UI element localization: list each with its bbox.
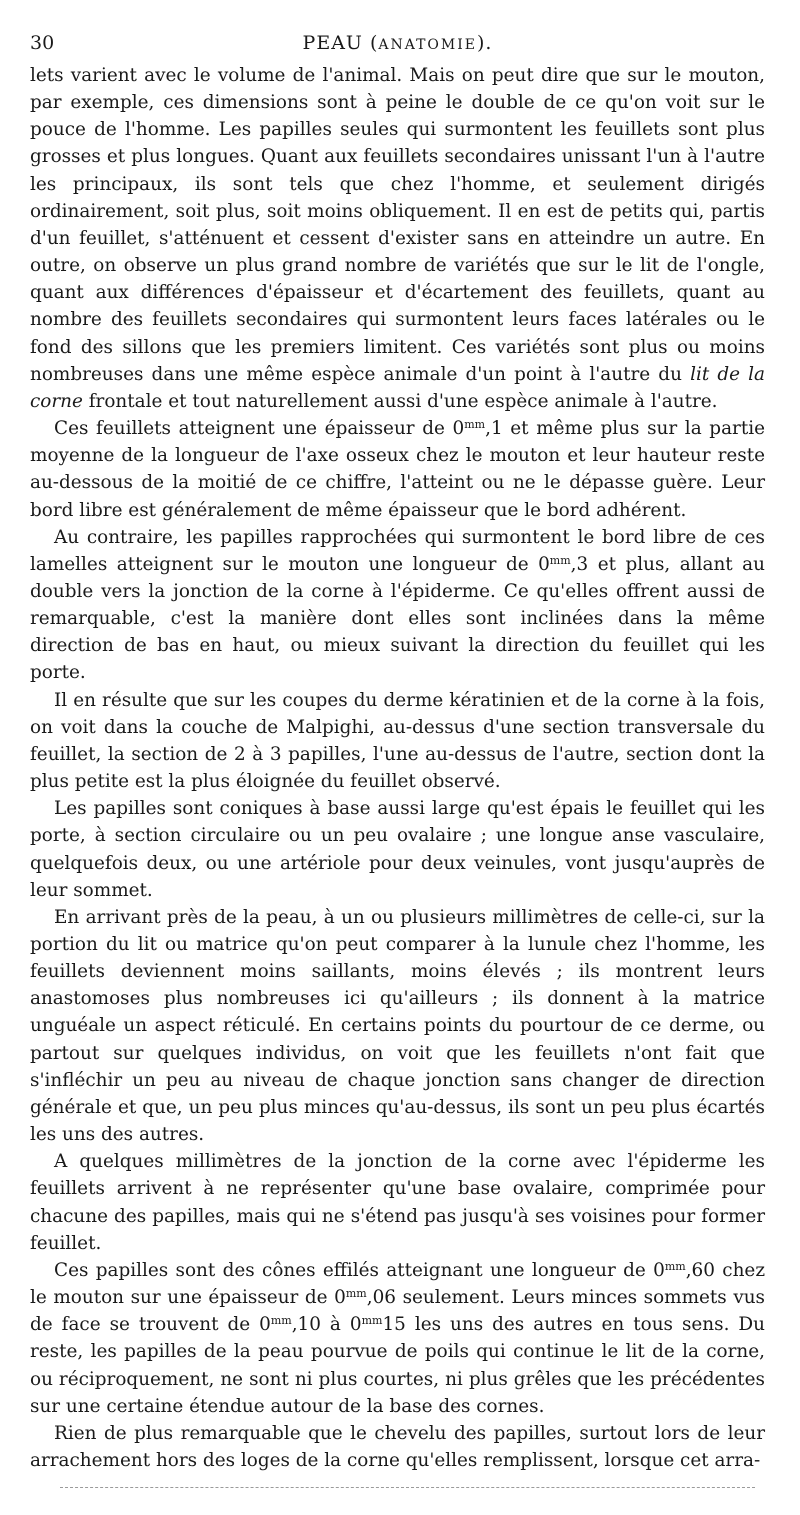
paragraph bbox=[30, 62, 765, 415]
text-run: frontale et tout naturellement aussi d'une espèce animale à l'autre. bbox=[82, 390, 718, 412]
paragraph bbox=[30, 524, 765, 687]
paragraph bbox=[30, 687, 765, 796]
unit-superscript: mm bbox=[345, 1287, 367, 1301]
text-run: 15 les uns des autres en tous sens. Du reste, les papilles de la peau pourvue de poils qui continue le lit de la corne, ou réciproquement, ne sont ni plus courtes, ni plus grêles que les précédentes sur une certaine étendue autour de la base des cornes. bbox=[30, 1314, 765, 1417]
running-title-subtitle: ANATOMIE bbox=[378, 37, 477, 53]
text-run: ,1 et même plus sur la partie moyenne de la longueur de l'axe osseux chez le mouton et leur hauteur reste au-dessous de la moitié de ce chiffre, l'atteint ou ne le dépasse guère. Leur bord libre est généralement de même épaisseur que le bord adhérent. bbox=[30, 418, 765, 521]
unit-superscript: mm bbox=[549, 553, 571, 567]
paragraph bbox=[30, 904, 765, 1148]
footer-dashed-rule bbox=[60, 1487, 755, 1488]
running-title-main: PEAU bbox=[302, 32, 363, 54]
text-run: ,06 seulement. Leurs minces sommets vus de face se trouvent de 0 bbox=[30, 1287, 765, 1336]
text-run: lets varient avec le volume de l'animal. Mais on peut dire que sur le mouton, par exemple, ces dimensions sont à peine le double de ce qu'on voit sur le pouce de l'homme. Les papilles seules qui surmontent les feuillets sont plus grosses et plus longues. Quant aux feuillets secondaires unissant l'un à l'autre les principaux, ils sont tels que chez l'homme, et seulement dirigés ordinairement, soit plus, soit moins obliquement. Il en est de petits qui, partis d'un feuillet, s'atténuent et cessent d'exister sans en atteindre un autre. En outre, on observe un plus grand nombre de variétés que sur le lit de l'ongle, quant aux différences d'épaisseur et d'écartement des feuillets, quant au nombre des feuillets secondaires qui surmontent leurs faces latérales ou le fond des sillons que les premiers limitent. Ces variétés sont plus ou moins nombreuses dans une même espèce animale d'un point à l'autre du bbox=[30, 65, 765, 385]
body-text bbox=[30, 62, 765, 1474]
text-run: Il en résulte que sur les coupes du derme kératinien et de la corne à la fois, on voit dans la couche de Malpighi, au-dessus d'une section transversale du feuillet, la section de 2 à 3 papilles, l'une au-dessus de l'autre, section dont la plus petite est la plus éloignée du feuillet observé. bbox=[30, 689, 765, 793]
text-run: ,10 à 0 bbox=[291, 1314, 362, 1336]
text-run: A quelques millimètres de la jonction de la corne avec l'épiderme les feuillets arrivent à ne représenter qu'une base ovalaire, comprimée pour chacune des papilles, mais qui ne s'étend pas jusqu'à ses voisines pour former feuillet. bbox=[30, 1151, 765, 1254]
text-run: Au contraire, les papilles rapprochées qui surmontent le bord libre de ces lamelles atteignent sur le mouton une longueur de 0 bbox=[30, 526, 765, 575]
unit-superscript: mm bbox=[664, 1259, 686, 1273]
paragraph bbox=[30, 1257, 765, 1420]
paragraph bbox=[30, 1148, 765, 1257]
text-run: Ces papilles sont des cônes effilés atteignant une longueur de 0 bbox=[54, 1259, 665, 1281]
running-title: PEAU (ANATOMIE). bbox=[302, 32, 493, 54]
text-run: ,60 chez le mouton sur une épaisseur de 0 bbox=[30, 1259, 766, 1309]
text-run: Ces feuillets atteignent une épaisseur de 0 bbox=[54, 418, 465, 440]
running-header bbox=[30, 30, 765, 60]
unit-superscript: mm bbox=[270, 1314, 292, 1328]
text-run: Les papilles sont coniques à base aussi large qu'est épais le feuillet qui les porte, à section circulaire ou un peu ovalaire ; une longue anse vasculaire, quelquefois deux, ou une artériole pour deux veinules, vont jusqu'auprès de leur sommet. bbox=[30, 798, 765, 901]
unit-superscript: mm bbox=[361, 1314, 383, 1328]
text-run: ,3 et plus, allant au double vers la jonction de la corne à l'épiderme. Ce qu'elles offrent aussi de remarquable, c'est la manière dont elles sont inclinées dans la même direction de bas en haut, ou mieux suivant la direction du feuillet qui les porte. bbox=[30, 553, 765, 684]
text-run: En arrivant près de la peau, à un ou plusieurs millimètres de celle-ci, sur la portion du lit ou matrice qu'on peut comparer à la lunule chez l'homme, les feuillets deviennent moins saillants, moins élevés ; ils montrent leurs anastomoses plus nombreuses ici qu'ailleurs ; ils donnent à la matrice unguéale un aspect réticulé. En certains points du pourtour de ce derme, ou partout sur quelques individus, on voit que les feuillets n'ont fait que s'infléchir un peu au niveau de chaque jonction sans changer de direction générale et que, un peu plus minces qu'au-dessus, ils sont un peu plus écartés les uns des autres. bbox=[30, 906, 765, 1146]
paragraph bbox=[30, 1420, 765, 1474]
text-run: Rien de plus remarquable que le chevelu des papilles, surtout lors de leur arrachement hors des loges de la corne qu'elles remplissent, lorsque cet arra- bbox=[30, 1422, 765, 1471]
page-number: 30 bbox=[30, 32, 55, 54]
paragraph bbox=[30, 415, 765, 524]
italic-term: lit de la corne bbox=[30, 363, 765, 412]
unit-superscript: mm bbox=[464, 418, 486, 432]
paragraph bbox=[30, 795, 765, 904]
